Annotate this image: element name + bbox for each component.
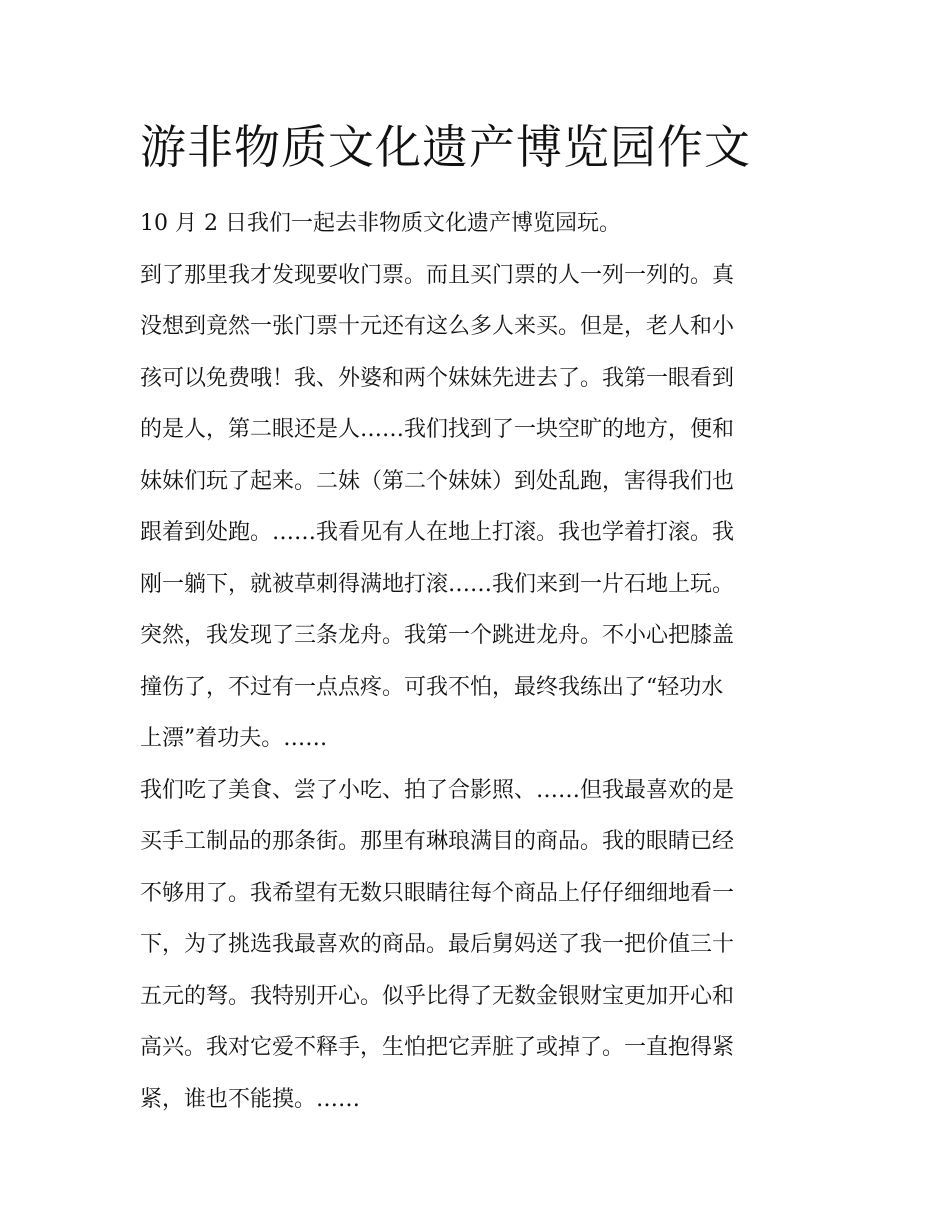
paragraph-line: 紧，谁也不能摸。…… (140, 1086, 361, 1112)
paragraph-line: 上漂”着功夫。…… (140, 726, 328, 751)
paragraph-line: 刚一躺下，就被草刺得满地打滚……我们来到一片石地上玩。 (140, 571, 735, 597)
paragraph-line: 下，为了挑选我最喜欢的商品。最后舅妈送了我一把价值三十 (140, 932, 735, 957)
paragraph-line: 没想到竟然一张门票十元还有这么多人来买。但是，老人和小 (140, 314, 735, 339)
paragraph-line: 买手工制品的那条街。那里有琳琅满目的商品。我的眼睛已经 (140, 829, 735, 854)
paragraph-3 (140, 765, 812, 1126)
paragraph-line: 突然，我发现了三条龙舟。我第一个跳进龙舟。不小心把膝盖 (140, 623, 735, 648)
paragraph-line: 10 月 2 日我们一起去非物质文化遗产博览园玩。 (140, 211, 621, 236)
paragraph-line: 孩可以免费哦！我、外婆和两个妹妹先进去了。我第一眼看到 (140, 365, 735, 391)
paragraph-1 (140, 198, 812, 250)
paragraph-line: 的是人，第二眼还是人……我们找到了一块空旷的地方，便和 (140, 417, 735, 442)
paragraph-line: 到了那里我才发现要收门票。而且买门票的人一列一列的。真 (140, 262, 735, 288)
paragraph-line: 撞伤了，不过有一点点疼。可我不怕，最终我练出了“轻功水 (140, 674, 724, 700)
paragraph-line: 五元的弩。我特别开心。似乎比得了无数金银财宝更加开心和 (140, 983, 735, 1009)
document-body (140, 198, 812, 1125)
paragraph-line: 我们吃了美食、尝了小吃、拍了合影照、……但我最喜欢的是 (140, 777, 735, 803)
paragraph-line: 高兴。我对它爱不释手，生怕把它弄脏了或掉了。一直抱得紧 (140, 1035, 735, 1060)
paragraph-line: 妹妹们玩了起来。二妹（第二个妹妹）到处乱跑，害得我们也 (140, 468, 735, 494)
paragraph-2 (140, 250, 812, 765)
paragraph-line: 不够用了。我希望有无数只眼睛往每个商品上仔仔细细地看一 (140, 880, 735, 906)
document-title: 游非物质文化遗产博览园作文 (140, 120, 751, 174)
paragraph-line: 跟着到处跑。……我看见有人在地上打滚。我也学着打滚。我 (140, 520, 735, 545)
